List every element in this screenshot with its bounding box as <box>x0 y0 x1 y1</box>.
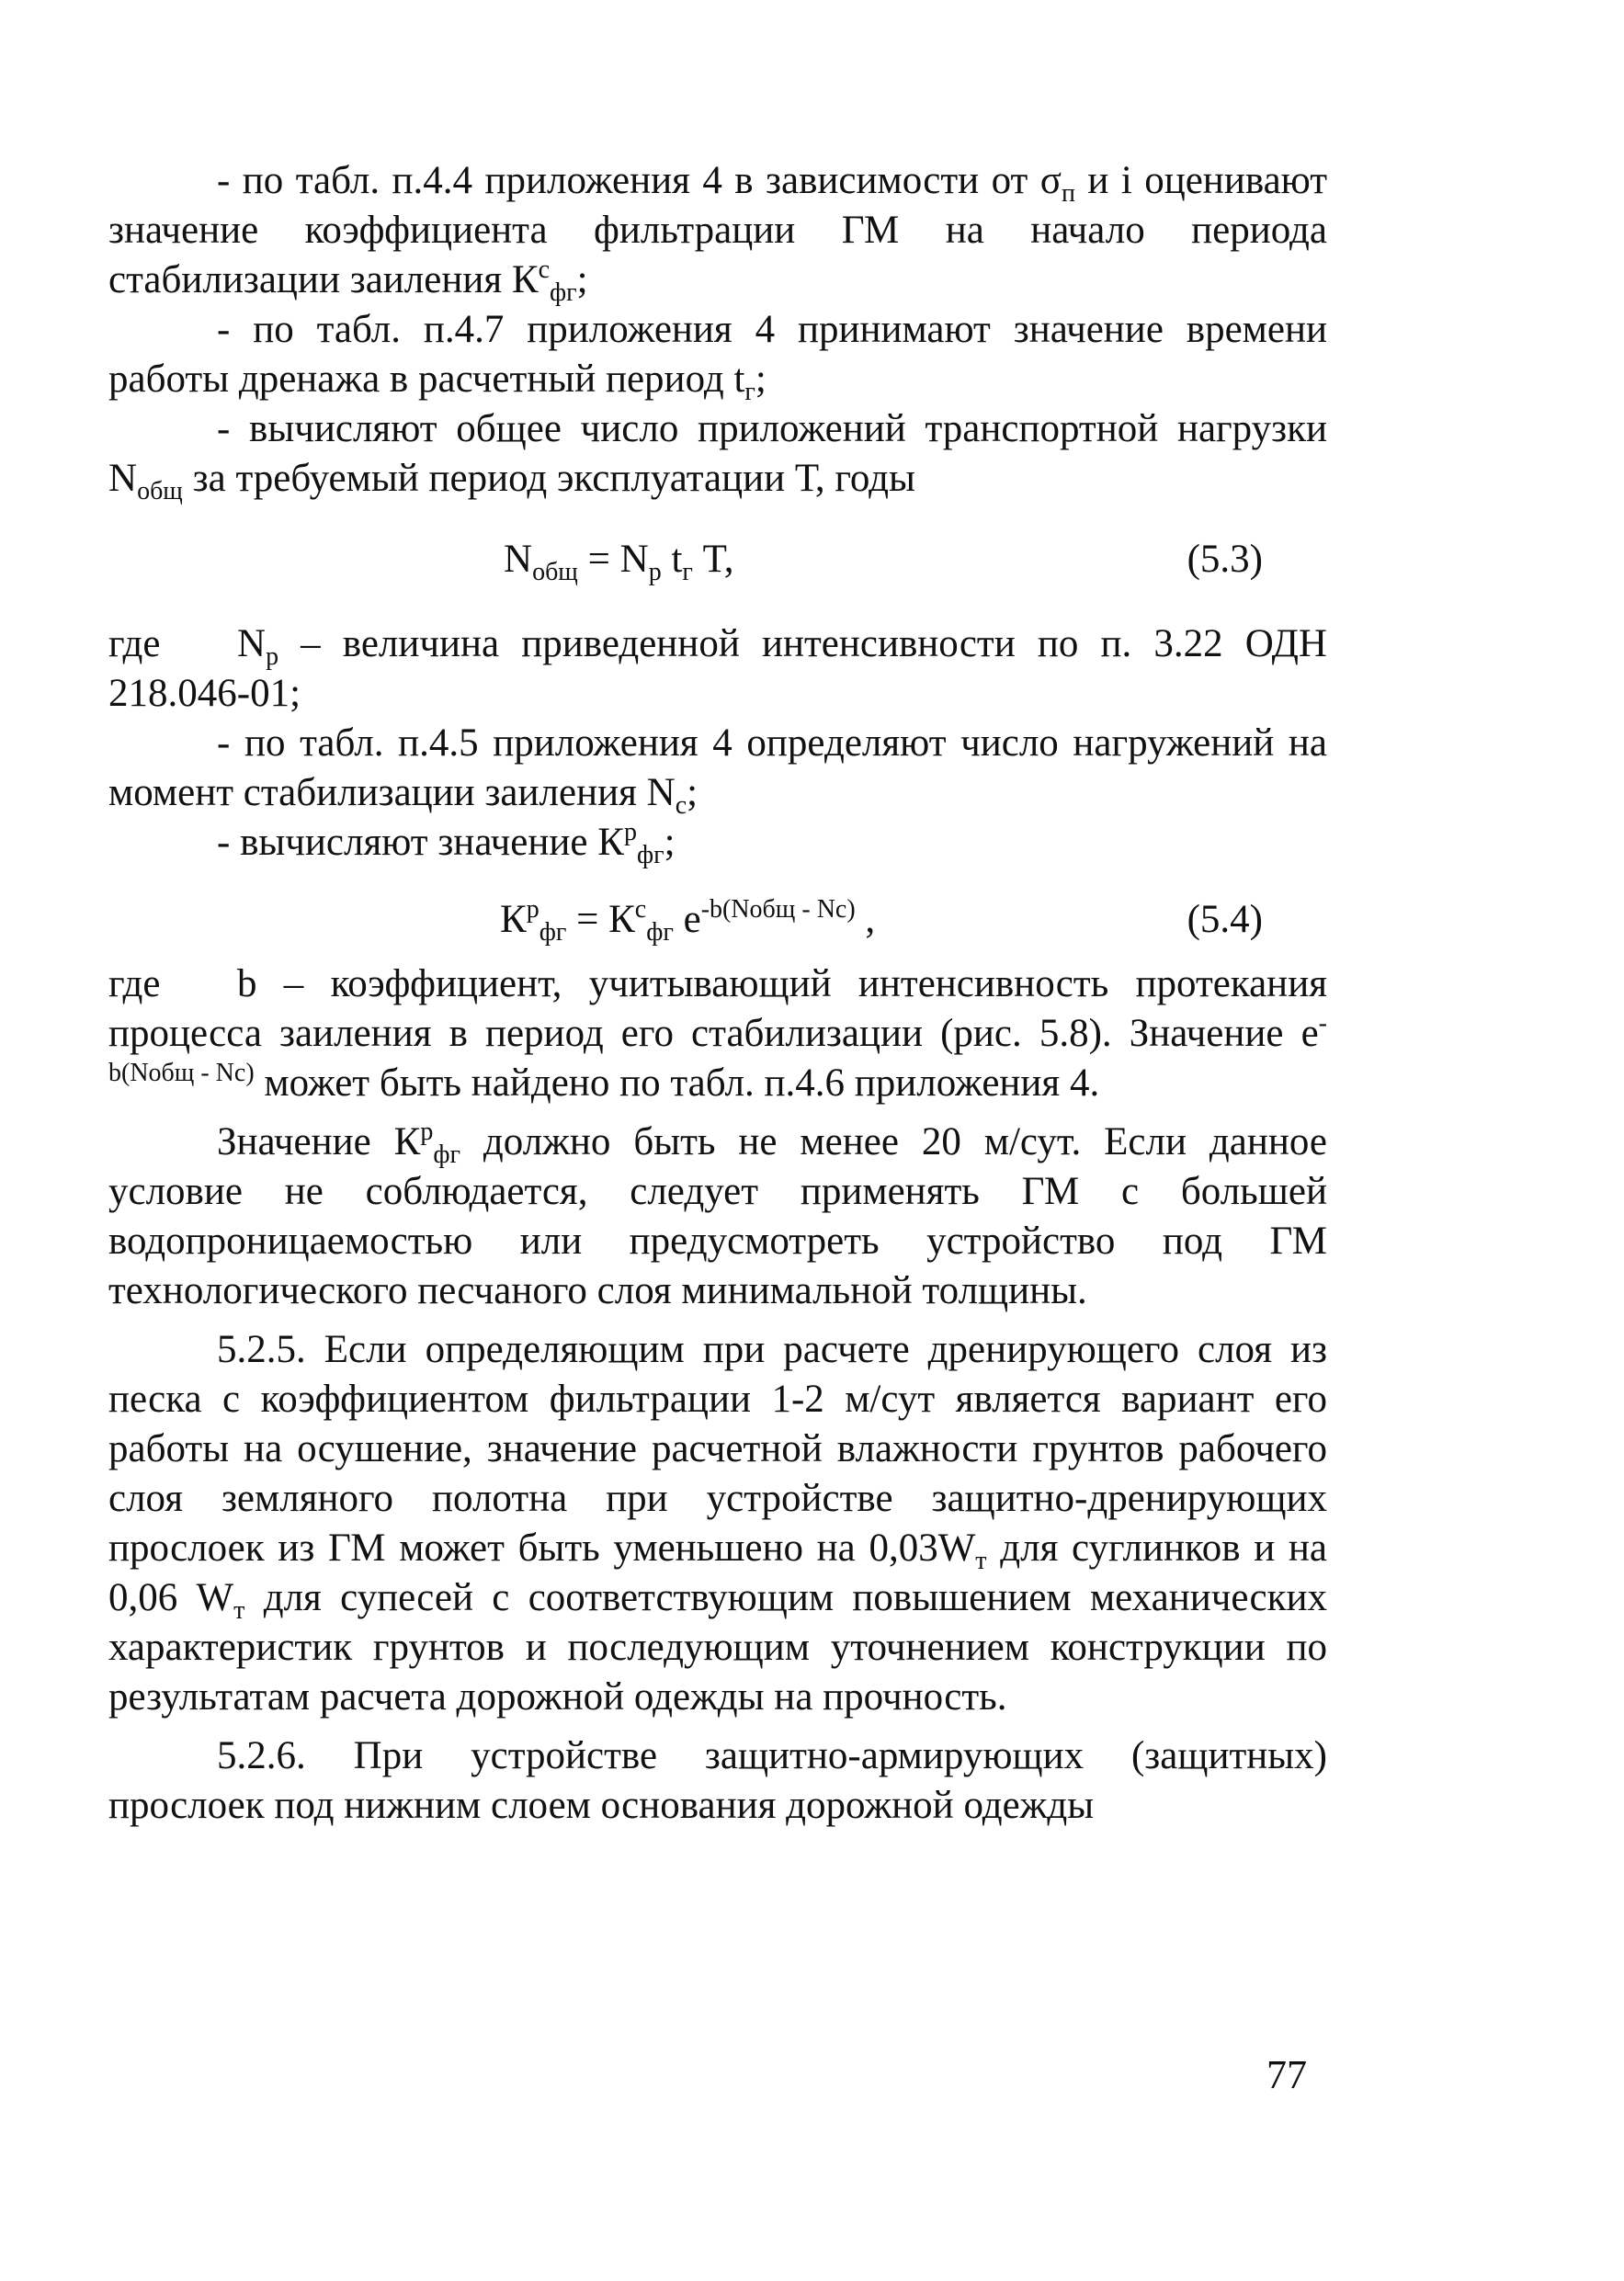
formula-symbol: = К <box>566 898 635 941</box>
text-run: ; <box>664 821 676 864</box>
page-number: 77 <box>1266 2052 1307 2097</box>
where-clause-2 <box>108 959 1327 1108</box>
paragraph-1 <box>108 156 1327 305</box>
formula-symbol: t <box>661 538 683 581</box>
text-run: - по табл. п.4.7 приложения 4 принимают значение времени работы дренажа в расчетный период t <box>108 308 1327 401</box>
subscript: г <box>682 558 693 586</box>
subscript: фг <box>636 841 664 869</box>
subscript: фг <box>539 918 567 947</box>
subscript: т <box>233 1596 245 1625</box>
subscript: общ <box>137 477 183 505</box>
formula-number: (5.3) <box>1187 538 1263 581</box>
subscript: фг <box>550 278 577 307</box>
text-run: b – коэффициент, учитывающий интенсивность протекания процесса заиления в период его стабилизации (рис. 5.8). Значение е <box>108 962 1327 1055</box>
subscript: c <box>675 791 687 820</box>
subscript: p <box>648 558 662 586</box>
text-run: - по табл. п.4.4 приложения 4 в зависимости от σ <box>217 159 1062 202</box>
formula-symbol: К <box>500 898 527 941</box>
paragraph-4 <box>108 719 1327 818</box>
text-run: - вычисляют общее число приложений транспортной нагрузки N <box>108 407 1327 500</box>
paragraph-8 <box>108 1731 1327 1831</box>
text-run: - вычисляют значение К <box>217 821 624 864</box>
paragraph-5 <box>108 818 1327 868</box>
text-run: может быть найдено по табл. п.4.6 приложения 4. <box>254 1061 1100 1105</box>
formula-symbol: = N <box>577 538 649 581</box>
text-run: за требуемый период эксплуатации Т, годы <box>182 457 915 500</box>
subscript: общ <box>532 558 578 586</box>
paragraph-3 <box>108 404 1327 504</box>
text-run: и i оценивают значение коэффициента фильтрации ГМ на начало периода стабилизации заиления К <box>108 159 1328 301</box>
superscript: -b(Nобщ - Nc) <box>700 895 856 924</box>
paragraph-6 <box>108 1118 1327 1316</box>
where-label: где <box>108 622 161 665</box>
superscript: р <box>623 818 637 846</box>
body-text <box>108 156 1327 1831</box>
subscript: фг <box>646 918 674 947</box>
formula-symbol: е <box>673 898 701 941</box>
superscript: р <box>420 1118 434 1146</box>
text-run: 5.2.5. Если определяющим при расчете дренирующего слоя из песка с коэффициентом фильтрации 1-2 м/сут является вариант его работы на осушение, значение расчетной влажности грунтов рабочего слоя земляного полотна при устройстве защитно-дренирующих прослоек из ГМ может быть уменьшено на 0,03W <box>108 1328 1327 1570</box>
superscript: -b(Nобщ - Nc) <box>108 1009 1327 1087</box>
text-run: для супесей с соответствующим повышением механических характеристик грунтов и последующим уточнением конструкции по результатам расчета дорожной одежды на прочность. <box>108 1576 1327 1719</box>
text-run: Значение К <box>217 1120 421 1163</box>
superscript: с <box>538 255 550 284</box>
text-run: N <box>237 622 267 665</box>
formula-symbol: N <box>504 538 533 581</box>
where-clause-1 <box>108 619 1327 719</box>
text-run: ; <box>576 258 588 301</box>
formula-5-4 <box>108 891 1327 956</box>
subscript: п <box>1061 179 1075 208</box>
paragraph-7 <box>108 1325 1327 1722</box>
subscript: т <box>975 1547 987 1575</box>
text-run: для суглинков и на 0,06 W <box>108 1526 1327 1619</box>
where-label: где <box>108 962 161 1005</box>
text-run: ; <box>755 357 767 401</box>
text-run: должно быть не менее 20 м/сут. Если данное условие не соблюдается, следует применять ГМ с большей водопроницаемостью или предусмотреть устройство под ГМ технологического песчаного слоя минимальной толщины. <box>108 1120 1327 1312</box>
text-run: - по табл. п.4.5 приложения 4 определяют число нагружений на момент стабилизации заиления N <box>108 721 1327 814</box>
formula-number: (5.4) <box>1187 898 1263 941</box>
text-run: 5.2.6. При устройстве защитно-армирующих (защитных) прослоек под нижним слоем основания дорожной одежды <box>108 1734 1327 1827</box>
formula-symbol: T, <box>692 538 734 581</box>
paragraph-2 <box>108 305 1327 404</box>
text-run: – величина приведенной интенсивности по п. 3.22 ОДН 218.046-01; <box>108 622 1327 715</box>
formula-symbol: , <box>855 898 876 941</box>
subscript: г <box>744 378 755 406</box>
superscript: с <box>634 895 647 924</box>
superscript: р <box>526 895 539 924</box>
subscript: p <box>266 642 279 671</box>
formula-5-3 <box>108 518 1327 603</box>
subscript: фг <box>433 1140 460 1169</box>
formula-expression <box>500 895 875 945</box>
text-run: ; <box>687 771 698 814</box>
formula-expression <box>504 535 733 584</box>
